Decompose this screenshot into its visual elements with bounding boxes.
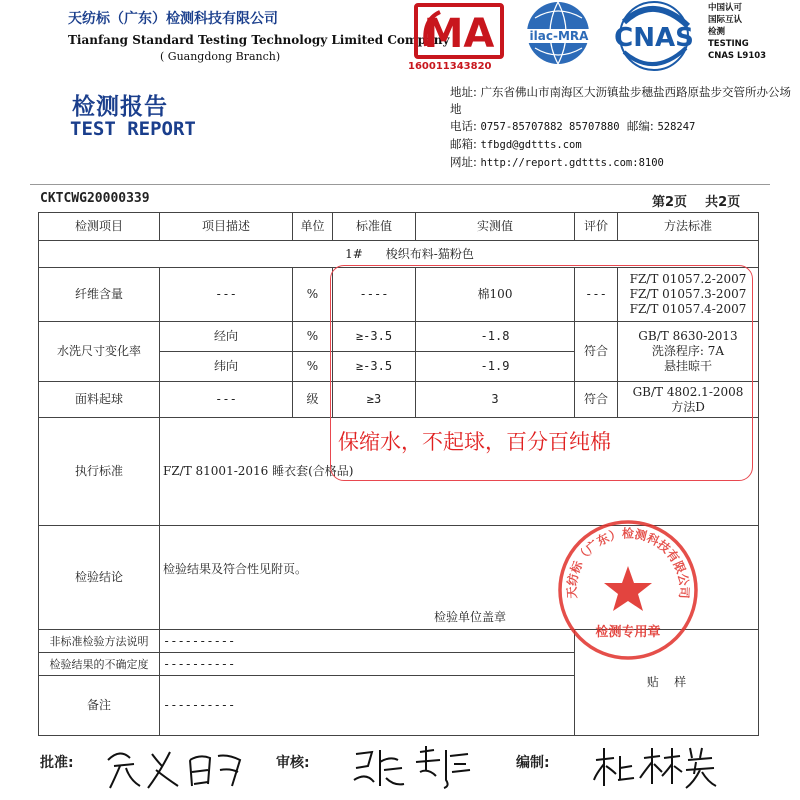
phone-label: 电话: <box>450 119 477 133</box>
approver-signature <box>100 740 250 792</box>
sample-id: 1# <box>345 246 363 261</box>
page-info: 第2页 共2页 <box>652 195 741 210</box>
company-branch: ( Guangdong Branch) <box>160 50 281 63</box>
cnas-accreditation-text: 中国认可 国际互认 检测 TESTING CNAS L9103 <box>708 3 767 61</box>
conclusion-value: 检验结果及符合性见附页。 <box>163 562 308 576</box>
sample-row <box>39 241 759 268</box>
exec-standard-value: FZ/T 81001-2016 睡衣套(合格品) <box>163 464 354 478</box>
svg-text:MA: MA <box>423 11 495 57</box>
email: tfbgd@gdttts.com <box>480 139 582 151</box>
table-row-exec-standard: 执行标准 FZ/T 81001-2016 睡衣套(合格品) <box>39 418 759 526</box>
cnas-logo-icon <box>614 2 694 70</box>
address-label: 地址: <box>450 85 477 99</box>
company-name-en: Tianfang Standard Testing Technology Limited Company <box>68 33 450 47</box>
svg-text:CNAS: CNAS <box>614 23 694 53</box>
address: 广东省佛山市南海区大沥镇盐步穗盐西路原盐步交管所办公场地 <box>450 85 792 116</box>
seal-label: 检验单位盖章 <box>434 610 507 624</box>
item-cell: 纤维含量 <box>39 268 160 322</box>
sample-attach-cell: 贴 样 <box>575 630 759 736</box>
svg-text:ilac-MRA: ilac-MRA <box>529 29 589 43</box>
email-label: 邮箱: <box>450 137 477 151</box>
website-label: 网址: <box>450 155 477 169</box>
compiler-signature <box>590 740 720 792</box>
svg-text:检测专用章: 检测专用章 <box>595 625 661 640</box>
sample-name: 梭织布料-猫粉色 <box>385 246 474 261</box>
table-row-conclusion: 检验结论 检验结果及符合性见附页。 检验单位盖章 <box>39 526 759 630</box>
postcode: 528247 <box>657 121 696 133</box>
table-row-remark: 备注 ---------- <box>39 676 759 736</box>
phone: 0757-85707882 85707880 <box>480 121 620 133</box>
company-name-cn: 天纺标（广东）检测科技有限公司 <box>68 11 278 27</box>
table-row-nonstd: 非标准检验方法说明 ---------- 贴 样 <box>39 630 759 653</box>
table-row-uncertainty: 检验结果的不确定度 ---------- <box>39 653 759 676</box>
header-cell: 评价 <box>575 213 618 241</box>
header-cell: 项目描述 <box>160 213 293 241</box>
header-cell: 标准值 <box>333 213 416 241</box>
report-title-en: TEST REPORT <box>70 118 196 140</box>
table-header-row <box>39 213 759 241</box>
review-label: 审核: <box>276 755 310 771</box>
contact-info <box>450 84 795 172</box>
table-row-fiber: 纤维含量 --- % ---- 棉100 --- FZ/T 01057.2-2007 FZ/T 01057.3-2007 FZ/T 01057.4-2007 <box>39 268 759 322</box>
svg-text:天纺标（广东）检测科技有限公司: 天纺标（广东）检测科技有限公司 <box>564 526 692 599</box>
website: http://report.gdttts.com:8100 <box>480 157 664 169</box>
compile-label: 编制: <box>516 755 550 771</box>
cma-number: 160011343820 <box>408 61 492 72</box>
header-cell: 单位 <box>293 213 333 241</box>
ilac-mra-logo-icon <box>522 2 596 64</box>
report-number: CKTCWG20000339 <box>40 191 150 206</box>
reviewer-signature <box>350 740 480 792</box>
cma-logo-icon <box>416 5 502 57</box>
postcode-label: 邮编: <box>626 119 654 133</box>
table-row-pilling: 面料起球 --- 级 ≥3 3 符合 GB/T 4802.1-2008 方法D <box>39 382 759 418</box>
header-cell: 方法标准 <box>618 213 759 241</box>
approve-label: 批准: <box>40 755 74 771</box>
header-divider <box>30 184 770 185</box>
table-row-wash-weft: 纬向 % ≥-3.5 -1.9 <box>39 352 759 382</box>
report-title-cn: 检测报告 <box>72 94 168 120</box>
annotation-text: 保缩水，不起球，百分百纯棉 <box>338 430 611 454</box>
official-seal-icon <box>556 518 700 662</box>
table-row-wash-warp: 水洗尺寸变化率 经向 % ≥-3.5 -1.8 符合 GB/T 8630-2013 洗涤程序: 7A 悬挂晾干 <box>39 322 759 352</box>
header-cell: 检测项目 <box>39 213 160 241</box>
header-cell: 实测值 <box>416 213 575 241</box>
